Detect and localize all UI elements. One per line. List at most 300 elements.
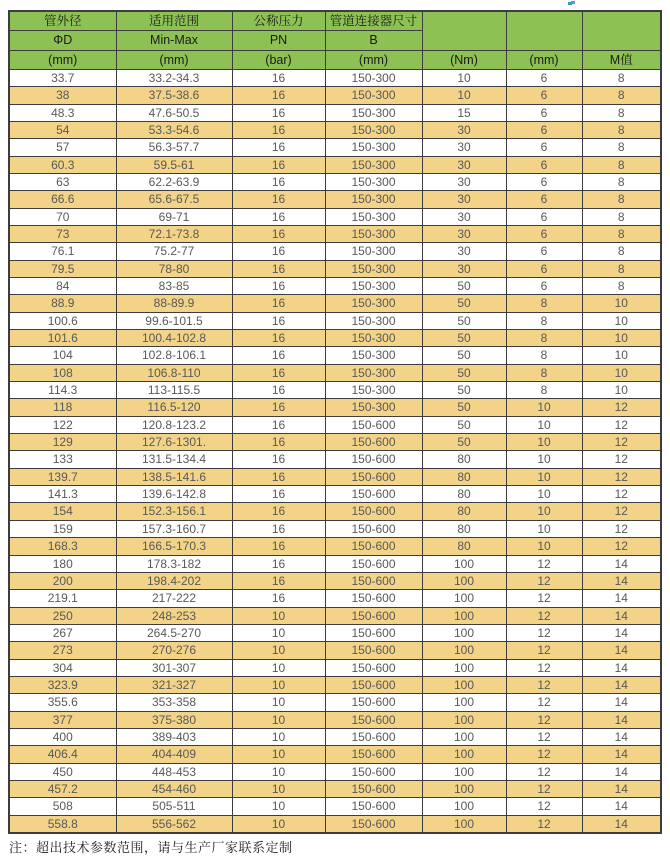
footnote: 注：超出技术参数范围，请与生产厂家联系定制 bbox=[9, 840, 293, 856]
table-cell: 16 bbox=[232, 225, 325, 242]
table-cell: 12 bbox=[506, 780, 582, 797]
table-row bbox=[9, 278, 661, 295]
table-cell: 150-300 bbox=[325, 225, 422, 242]
table-cell: 16 bbox=[232, 278, 325, 295]
table-cell: 16 bbox=[232, 121, 325, 138]
table-cell: 219.1 bbox=[9, 590, 116, 607]
table-cell: 150-600 bbox=[325, 538, 422, 555]
table-cell: 10 bbox=[506, 434, 582, 451]
table-cell: 6 bbox=[506, 243, 582, 260]
table-cell: 12 bbox=[506, 624, 582, 641]
col-header-nominal-pressure: 公称压力 bbox=[232, 11, 325, 31]
table-cell: 16 bbox=[232, 104, 325, 121]
table-cell: 100 bbox=[422, 590, 506, 607]
table-cell: 353-358 bbox=[116, 694, 232, 711]
table-cell: 150-300 bbox=[325, 312, 422, 329]
table-cell: 47.6-50.5 bbox=[116, 104, 232, 121]
table-cell: 6 bbox=[506, 87, 582, 104]
table-cell: 30 bbox=[422, 225, 506, 242]
table-cell: 10 bbox=[422, 69, 506, 86]
table-cell: 150-600 bbox=[325, 468, 422, 485]
document-page bbox=[8, 10, 663, 856]
table-cell: 73 bbox=[9, 225, 116, 242]
table-row bbox=[9, 243, 661, 260]
table-cell: 12 bbox=[582, 416, 661, 433]
col-unit-mm-2: (mm) bbox=[116, 50, 232, 69]
table-cell: 10 bbox=[232, 780, 325, 797]
table-cell: 54 bbox=[9, 121, 116, 138]
table-cell: 16 bbox=[232, 330, 325, 347]
table-cell: 12 bbox=[506, 642, 582, 659]
table-cell: 131.5-134.4 bbox=[116, 451, 232, 468]
table-cell: 6 bbox=[506, 104, 582, 121]
table-cell: 8 bbox=[506, 295, 582, 312]
table-cell: 154 bbox=[9, 503, 116, 520]
table-cell: 150-600 bbox=[325, 676, 422, 693]
table-cell: 150-600 bbox=[325, 798, 422, 815]
table-cell: 30 bbox=[422, 156, 506, 173]
table-cell: 100 bbox=[422, 607, 506, 624]
table-row bbox=[9, 139, 661, 156]
table-cell: 159 bbox=[9, 520, 116, 537]
col-header-thread bbox=[582, 11, 661, 50]
table-cell: 14 bbox=[582, 676, 661, 693]
table-cell: 6 bbox=[506, 191, 582, 208]
table-row bbox=[9, 208, 661, 225]
col-header-bolt-torque bbox=[422, 11, 506, 50]
table-cell: 53.3-54.6 bbox=[116, 121, 232, 138]
table-row bbox=[9, 746, 661, 763]
table-cell: 8 bbox=[582, 208, 661, 225]
table-cell: 14 bbox=[582, 694, 661, 711]
table-cell: 8 bbox=[582, 191, 661, 208]
table-cell: 30 bbox=[422, 121, 506, 138]
col-header-outer-diameter: 管外径 bbox=[9, 11, 116, 31]
table-cell: 150-600 bbox=[325, 416, 422, 433]
table-row bbox=[9, 416, 661, 433]
col-subheader-pn: PN bbox=[232, 31, 325, 50]
table-cell: 16 bbox=[232, 416, 325, 433]
table-row bbox=[9, 555, 661, 572]
table-row bbox=[9, 156, 661, 173]
table-cell: 12 bbox=[582, 434, 661, 451]
table-cell: 100 bbox=[422, 728, 506, 745]
table-cell: 150-300 bbox=[325, 243, 422, 260]
table-cell: 138.5-141.6 bbox=[116, 468, 232, 485]
table-cell: 8 bbox=[582, 173, 661, 190]
table-cell: 88.9 bbox=[9, 295, 116, 312]
table-cell: 150-600 bbox=[325, 451, 422, 468]
table-cell: 56.3-57.7 bbox=[116, 139, 232, 156]
table-row bbox=[9, 260, 661, 277]
table-row bbox=[9, 642, 661, 659]
table-cell: 16 bbox=[232, 555, 325, 572]
table-cell: 8 bbox=[506, 364, 582, 381]
table-cell: 12 bbox=[506, 711, 582, 728]
table-cell: 8 bbox=[506, 312, 582, 329]
spec-table bbox=[8, 10, 662, 834]
table-cell: 127.6-1301. bbox=[116, 434, 232, 451]
table-cell: 12 bbox=[506, 659, 582, 676]
table-cell: 60.3 bbox=[9, 156, 116, 173]
col-subheader-min-max: Min-Max bbox=[116, 31, 232, 50]
table-cell: 50 bbox=[422, 364, 506, 381]
table-cell: 8 bbox=[582, 225, 661, 242]
col-subheader-b: B bbox=[325, 31, 422, 50]
table-cell: 50 bbox=[422, 330, 506, 347]
table-cell: 150-600 bbox=[325, 555, 422, 572]
table-cell: 6 bbox=[506, 69, 582, 86]
table-cell: 508 bbox=[9, 798, 116, 815]
table-cell: 454-460 bbox=[116, 780, 232, 797]
table-row bbox=[9, 676, 661, 693]
table-cell: 150-300 bbox=[325, 121, 422, 138]
table-cell: 12 bbox=[506, 676, 582, 693]
table-cell: 50 bbox=[422, 295, 506, 312]
table-cell: 14 bbox=[582, 780, 661, 797]
table-cell: 80 bbox=[422, 468, 506, 485]
table-cell: 10 bbox=[506, 503, 582, 520]
table-cell: 16 bbox=[232, 139, 325, 156]
table-cell: 12 bbox=[582, 399, 661, 416]
spec-table-body bbox=[9, 69, 661, 833]
table-cell: 101.6 bbox=[9, 330, 116, 347]
table-cell: 100 bbox=[422, 676, 506, 693]
table-cell: 150-600 bbox=[325, 763, 422, 780]
table-row bbox=[9, 780, 661, 797]
table-row bbox=[9, 798, 661, 815]
table-cell: 150-300 bbox=[325, 191, 422, 208]
table-cell: 150-300 bbox=[325, 173, 422, 190]
table-cell: 16 bbox=[232, 486, 325, 503]
cursor-artifact-part bbox=[571, 1, 575, 4]
table-cell: 100 bbox=[422, 711, 506, 728]
table-cell: 100.6 bbox=[9, 312, 116, 329]
table-cell: 80 bbox=[422, 538, 506, 555]
table-cell: 16 bbox=[232, 364, 325, 381]
table-cell: 50 bbox=[422, 278, 506, 295]
col-header-connector-size: 管道连接器尺寸 bbox=[325, 11, 422, 31]
table-cell: 14 bbox=[582, 711, 661, 728]
table-row bbox=[9, 468, 661, 485]
table-cell: 50 bbox=[422, 312, 506, 329]
table-row bbox=[9, 520, 661, 537]
table-cell: 400 bbox=[9, 728, 116, 745]
table-cell: 79.5 bbox=[9, 260, 116, 277]
table-cell: 80 bbox=[422, 520, 506, 537]
table-row bbox=[9, 451, 661, 468]
table-cell: 150-600 bbox=[325, 624, 422, 641]
table-cell: 150-300 bbox=[325, 87, 422, 104]
table-row bbox=[9, 694, 661, 711]
table-cell: 16 bbox=[232, 468, 325, 485]
table-cell: 375-380 bbox=[116, 711, 232, 728]
table-row bbox=[9, 364, 661, 381]
table-row bbox=[9, 399, 661, 416]
table-cell: 33.7 bbox=[9, 69, 116, 86]
table-cell: 270-276 bbox=[116, 642, 232, 659]
col-unit-m-value: M值 bbox=[582, 50, 661, 69]
table-cell: 50 bbox=[422, 347, 506, 364]
table-cell: 57 bbox=[9, 139, 116, 156]
table-cell: 355.6 bbox=[9, 694, 116, 711]
table-cell: 14 bbox=[582, 798, 661, 815]
table-cell: 63 bbox=[9, 173, 116, 190]
table-cell: 116.5-120 bbox=[116, 399, 232, 416]
table-cell: 10 bbox=[232, 798, 325, 815]
header-row-1 bbox=[9, 11, 661, 31]
table-cell: 10 bbox=[422, 87, 506, 104]
table-cell: 66.6 bbox=[9, 191, 116, 208]
table-cell: 8 bbox=[582, 156, 661, 173]
table-cell: 16 bbox=[232, 191, 325, 208]
table-cell: 100 bbox=[422, 555, 506, 572]
col-unit-nm: (Nm) bbox=[422, 50, 506, 69]
table-cell: 10 bbox=[232, 728, 325, 745]
table-cell: 10 bbox=[232, 815, 325, 833]
table-cell: 12 bbox=[506, 798, 582, 815]
table-cell: 69-71 bbox=[116, 208, 232, 225]
table-cell: 10 bbox=[506, 416, 582, 433]
table-cell: 12 bbox=[506, 815, 582, 833]
table-cell: 150-300 bbox=[325, 278, 422, 295]
table-cell: 16 bbox=[232, 312, 325, 329]
table-cell: 150-300 bbox=[325, 295, 422, 312]
table-row bbox=[9, 330, 661, 347]
table-cell: 8 bbox=[506, 347, 582, 364]
table-cell: 100 bbox=[422, 763, 506, 780]
table-row bbox=[9, 104, 661, 121]
table-cell: 404-409 bbox=[116, 746, 232, 763]
table-cell: 150-300 bbox=[325, 139, 422, 156]
table-cell: 14 bbox=[582, 572, 661, 589]
table-cell: 150-600 bbox=[325, 659, 422, 676]
header-row-3 bbox=[9, 50, 661, 69]
table-cell: 133 bbox=[9, 451, 116, 468]
table-cell: 16 bbox=[232, 69, 325, 86]
table-cell: 150-300 bbox=[325, 364, 422, 381]
table-cell: 150-600 bbox=[325, 711, 422, 728]
table-row bbox=[9, 486, 661, 503]
table-row bbox=[9, 763, 661, 780]
table-cell: 150-600 bbox=[325, 780, 422, 797]
table-cell: 16 bbox=[232, 243, 325, 260]
table-cell: 129 bbox=[9, 434, 116, 451]
table-cell: 100 bbox=[422, 659, 506, 676]
table-cell: 48.3 bbox=[9, 104, 116, 121]
table-cell: 178.3-182 bbox=[116, 555, 232, 572]
table-cell: 10 bbox=[506, 520, 582, 537]
table-cell: 8 bbox=[582, 139, 661, 156]
table-cell: 10 bbox=[232, 624, 325, 641]
table-cell: 10 bbox=[582, 330, 661, 347]
table-row bbox=[9, 538, 661, 555]
table-cell: 6 bbox=[506, 278, 582, 295]
table-cell: 10 bbox=[506, 399, 582, 416]
table-cell: 16 bbox=[232, 347, 325, 364]
table-cell: 264.5-270 bbox=[116, 624, 232, 641]
table-cell: 150-600 bbox=[325, 728, 422, 745]
table-cell: 150-600 bbox=[325, 503, 422, 520]
table-cell: 10 bbox=[232, 676, 325, 693]
table-cell: 8 bbox=[582, 69, 661, 86]
table-cell: 16 bbox=[232, 590, 325, 607]
table-cell: 100.4-102.8 bbox=[116, 330, 232, 347]
table-cell: 12 bbox=[506, 746, 582, 763]
table-cell: 16 bbox=[232, 208, 325, 225]
table-cell: 12 bbox=[582, 520, 661, 537]
table-cell: 50 bbox=[422, 399, 506, 416]
table-cell: 15 bbox=[422, 104, 506, 121]
table-cell: 16 bbox=[232, 572, 325, 589]
col-unit-mm-4: (mm) bbox=[506, 50, 582, 69]
table-cell: 14 bbox=[582, 746, 661, 763]
col-unit-bar: (bar) bbox=[232, 50, 325, 69]
table-cell: 14 bbox=[582, 642, 661, 659]
table-cell: 30 bbox=[422, 243, 506, 260]
table-row bbox=[9, 295, 661, 312]
table-cell: 10 bbox=[232, 659, 325, 676]
table-cell: 150-300 bbox=[325, 330, 422, 347]
table-cell: 14 bbox=[582, 590, 661, 607]
table-cell: 16 bbox=[232, 295, 325, 312]
table-cell: 150-600 bbox=[325, 694, 422, 711]
table-cell: 139.6-142.8 bbox=[116, 486, 232, 503]
table-cell: 16 bbox=[232, 434, 325, 451]
col-header-applicable-range: 适用范围 bbox=[116, 11, 232, 31]
table-cell: 505-511 bbox=[116, 798, 232, 815]
table-row bbox=[9, 572, 661, 589]
table-cell: 114.3 bbox=[9, 382, 116, 399]
table-cell: 12 bbox=[582, 451, 661, 468]
table-cell: 301-307 bbox=[116, 659, 232, 676]
table-cell: 12 bbox=[582, 503, 661, 520]
table-cell: 10 bbox=[582, 347, 661, 364]
table-cell: 16 bbox=[232, 503, 325, 520]
table-cell: 377 bbox=[9, 711, 116, 728]
table-cell: 106.8-110 bbox=[116, 364, 232, 381]
table-cell: 200 bbox=[9, 572, 116, 589]
table-cell: 30 bbox=[422, 139, 506, 156]
table-cell: 10 bbox=[232, 694, 325, 711]
table-cell: 10 bbox=[506, 486, 582, 503]
table-cell: 10 bbox=[232, 607, 325, 624]
table-cell: 10 bbox=[582, 312, 661, 329]
table-row bbox=[9, 815, 661, 833]
table-cell: 8 bbox=[582, 121, 661, 138]
table-cell: 8 bbox=[506, 330, 582, 347]
table-cell: 14 bbox=[582, 555, 661, 572]
table-cell: 50 bbox=[422, 382, 506, 399]
table-cell: 448-453 bbox=[116, 763, 232, 780]
table-cell: 150-600 bbox=[325, 486, 422, 503]
table-cell: 30 bbox=[422, 173, 506, 190]
table-cell: 150-300 bbox=[325, 156, 422, 173]
table-cell: 10 bbox=[506, 451, 582, 468]
table-cell: 100 bbox=[422, 780, 506, 797]
table-cell: 102.8-106.1 bbox=[116, 347, 232, 364]
table-cell: 80 bbox=[422, 451, 506, 468]
table-cell: 16 bbox=[232, 520, 325, 537]
table-row bbox=[9, 382, 661, 399]
table-row bbox=[9, 728, 661, 745]
table-row bbox=[9, 607, 661, 624]
table-cell: 65.6-67.5 bbox=[116, 191, 232, 208]
table-cell: 37.5-38.6 bbox=[116, 87, 232, 104]
table-cell: 250 bbox=[9, 607, 116, 624]
col-subheader-phi-d: ΦD bbox=[9, 31, 116, 50]
table-cell: 100 bbox=[422, 746, 506, 763]
table-cell: 12 bbox=[506, 728, 582, 745]
table-cell: 558.8 bbox=[9, 815, 116, 833]
table-cell: 150-300 bbox=[325, 347, 422, 364]
table-cell: 100 bbox=[422, 572, 506, 589]
table-cell: 150-300 bbox=[325, 382, 422, 399]
table-cell: 30 bbox=[422, 208, 506, 225]
table-cell: 30 bbox=[422, 191, 506, 208]
table-cell: 556-562 bbox=[116, 815, 232, 833]
table-cell: 6 bbox=[506, 121, 582, 138]
table-cell: 14 bbox=[582, 815, 661, 833]
table-cell: 30 bbox=[422, 260, 506, 277]
table-cell: 139.7 bbox=[9, 468, 116, 485]
table-cell: 6 bbox=[506, 208, 582, 225]
table-cell: 16 bbox=[232, 156, 325, 173]
table-row bbox=[9, 347, 661, 364]
table-cell: 10 bbox=[232, 763, 325, 780]
table-cell: 217-222 bbox=[116, 590, 232, 607]
table-cell: 99.6-101.5 bbox=[116, 312, 232, 329]
table-cell: 122 bbox=[9, 416, 116, 433]
table-cell: 141.3 bbox=[9, 486, 116, 503]
table-row bbox=[9, 121, 661, 138]
table-cell: 12 bbox=[506, 590, 582, 607]
table-cell: 12 bbox=[582, 538, 661, 555]
table-cell: 157.3-160.7 bbox=[116, 520, 232, 537]
table-cell: 248-253 bbox=[116, 607, 232, 624]
table-cell: 16 bbox=[232, 382, 325, 399]
table-row bbox=[9, 87, 661, 104]
table-cell: 120.8-123.2 bbox=[116, 416, 232, 433]
table-cell: 150-600 bbox=[325, 520, 422, 537]
table-cell: 180 bbox=[9, 555, 116, 572]
table-cell: 33.2-34.3 bbox=[116, 69, 232, 86]
table-row bbox=[9, 590, 661, 607]
cursor-artifact bbox=[568, 1, 575, 6]
table-cell: 150-300 bbox=[325, 260, 422, 277]
table-cell: 108 bbox=[9, 364, 116, 381]
table-cell: 8 bbox=[582, 104, 661, 121]
table-row bbox=[9, 434, 661, 451]
table-cell: 150-300 bbox=[325, 399, 422, 416]
table-cell: 8 bbox=[582, 87, 661, 104]
table-cell: 75.2-77 bbox=[116, 243, 232, 260]
table-cell: 10 bbox=[506, 468, 582, 485]
table-cell: 450 bbox=[9, 763, 116, 780]
table-cell: 8 bbox=[582, 243, 661, 260]
table-cell: 100 bbox=[422, 815, 506, 833]
table-cell: 12 bbox=[506, 607, 582, 624]
table-cell: 14 bbox=[582, 763, 661, 780]
table-cell: 10 bbox=[582, 364, 661, 381]
col-unit-mm-3: (mm) bbox=[325, 50, 422, 69]
table-cell: 321-327 bbox=[116, 676, 232, 693]
spec-table-header bbox=[9, 11, 661, 69]
table-cell: 38 bbox=[9, 87, 116, 104]
table-cell: 10 bbox=[232, 746, 325, 763]
table-cell: 150-600 bbox=[325, 434, 422, 451]
table-cell: 6 bbox=[506, 139, 582, 156]
